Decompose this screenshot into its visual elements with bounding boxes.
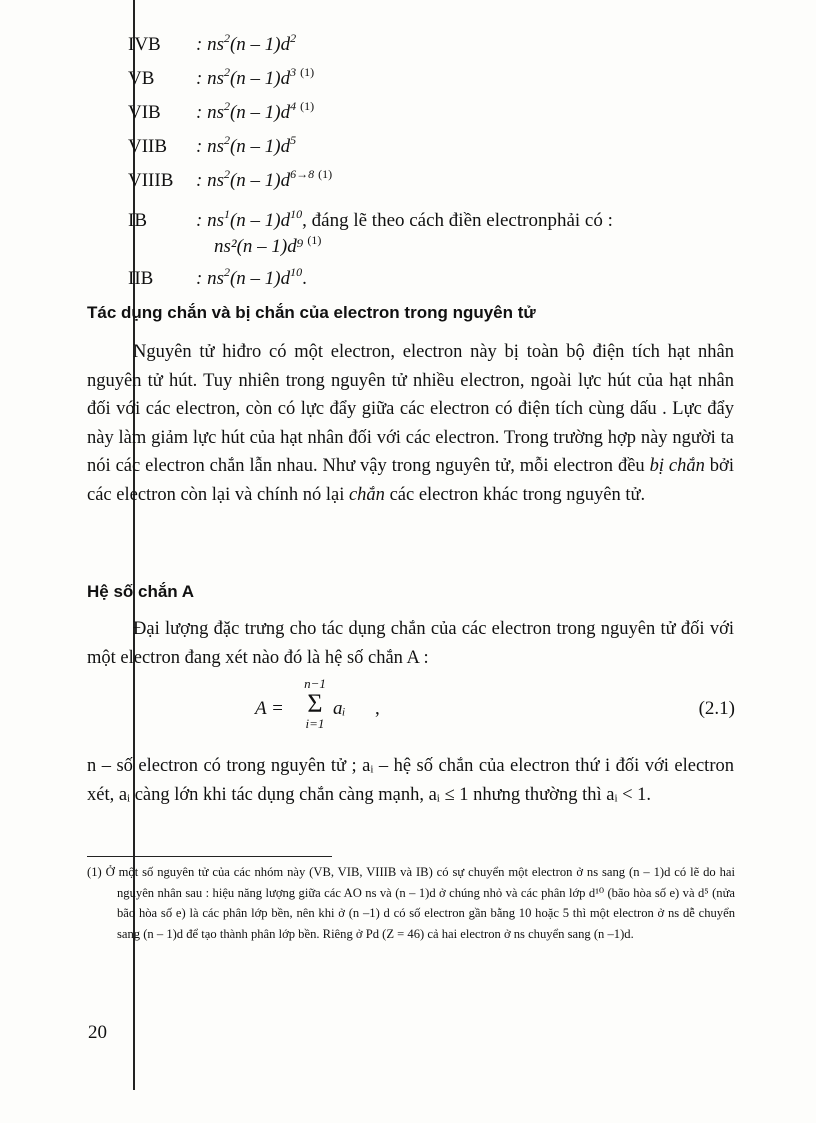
equation-number: (2.1) bbox=[698, 698, 735, 719]
emphasis-bi-chan: bị chắn bbox=[649, 456, 705, 476]
equation-2-1 bbox=[255, 676, 735, 746]
config-row-vb bbox=[128, 65, 613, 102]
config-formula: : $ns^1(n - 1)d^{10}$ bbox=[196, 207, 303, 231]
footnote-ref: (1) bbox=[300, 99, 315, 113]
config-alt-formula: ns²(n – 1)d⁹ $^{(1)}$ bbox=[214, 233, 322, 257]
config-remark: , đáng lẽ theo cách điền electronphải có : bbox=[302, 210, 613, 231]
config-group: VIB bbox=[128, 102, 161, 123]
sum-upper-limit: n−1 bbox=[304, 676, 326, 691]
summation bbox=[300, 676, 330, 732]
footnote-ref: (1) bbox=[318, 167, 333, 181]
config-period: . bbox=[302, 268, 307, 289]
sum-term: aᵢ bbox=[333, 698, 346, 719]
coefficient-paragraph: Đại lượng đặc trưng cho tác dụng chắn của các electron trong nguyên tử đối với một electron đang xét nào đó là hệ số chắn A : bbox=[87, 619, 734, 668]
emphasis-chan: chắn bbox=[348, 484, 385, 505]
equation-lhs: A = bbox=[255, 698, 284, 719]
config-group: VIIIB bbox=[128, 170, 174, 191]
config-formula-block bbox=[196, 207, 613, 258]
equation-comma: , bbox=[375, 698, 380, 719]
config-group: IVB bbox=[128, 34, 161, 55]
config-group: VB bbox=[128, 68, 155, 89]
config-row-viib bbox=[128, 133, 613, 170]
footnote-ref: (1) bbox=[307, 233, 322, 247]
config-formula: : $ns^2(n - 1)d^3$ bbox=[196, 65, 297, 89]
config-group: VIIB bbox=[128, 136, 168, 157]
config-formula: : $ns^2(n - 1)d^{6\to 8}$ bbox=[196, 167, 315, 191]
shielding-paragraph: Nguyên tử hiđro có một electron, electron này bị toàn bộ điện tích hạt nhân nguyên tử hút. Tuy nhiên trong nguyên tử nhiều electron, ngoài lực hút của hạt nhân đối với các electron, còn có lực đẩy giữa các electron có điện tích cùng dấu . Lực đẩy này làm giảm lực hút của hạt nhân đối với các electron. Trong trường hợp này người ta nói các electron chắn lẫn nhau. Như vậy trong nguyên tử, mỗi electron đều bị chắn bởi các electron còn lại và chính nó lại chắn các electron khác trong nguyên tử. bbox=[87, 342, 734, 505]
footnote bbox=[87, 862, 735, 944]
section-title-coefficient: Hệ số chắn A bbox=[87, 582, 195, 601]
electron-config-list bbox=[128, 31, 613, 302]
footnote-ref: (1) bbox=[300, 65, 315, 79]
config-formula: : $ns^2(n - 1)d^{10}$ bbox=[196, 265, 303, 289]
config-group: IB bbox=[128, 210, 147, 231]
footnote-text: (1) Ở một số nguyên tử của các nhóm này (VB, VIB, VIIIB và IB) có sự chuyển một electron ở ns sang (n – 1)d có lẽ do hai nguyên nhân sau : hiệu năng lượng giữa các AO ns và (n – 1)d ở chúng nhỏ và các phân lớp d¹⁰ (bão hòa số e) và d⁵ (nửa bão hòa số e) là các phân lớp bền, nên khi ở (n –1) d có số electron gần bằng 10 hoặc 5 thì một electron ở ns dễ chuyển sang (n – 1)d để tạo thành phân lớp bền. Riêng ở Pd (Z = 46) cả hai electron ở ns chuyển sang (n –1)d. bbox=[87, 865, 735, 941]
config-row-ib bbox=[128, 208, 613, 268]
page-number: 20 bbox=[88, 1022, 107, 1043]
sum-lower-limit: i=1 bbox=[305, 716, 325, 731]
config-row-vib bbox=[128, 99, 613, 136]
config-group: IIB bbox=[128, 268, 154, 289]
explanation-paragraph: n – số electron có trong nguyên tử ; aᵢ – hệ số chắn của electron thứ i đối với electron xét, aᵢ càng lớn khi tác dụng chắn càng mạnh, aᵢ ≤ 1 nhưng thường thì aᵢ < 1. bbox=[87, 756, 734, 805]
config-formula: : $ns^2(n - 1)d^5$ bbox=[196, 133, 297, 157]
config-row-iib bbox=[128, 265, 613, 302]
config-row-viiib bbox=[128, 167, 613, 208]
config-row-ivb bbox=[128, 31, 613, 68]
section-title-shielding: Tác dụng chắn và bị chắn của electron trong nguyên tử bbox=[87, 303, 536, 322]
footnote-divider bbox=[87, 856, 332, 857]
sigma-symbol: Σ bbox=[307, 689, 323, 718]
config-formula: : $ns^2(n - 1)d^4$ bbox=[196, 99, 297, 123]
config-formula: : $ns^2(n - 1)d^2$ bbox=[196, 31, 297, 55]
